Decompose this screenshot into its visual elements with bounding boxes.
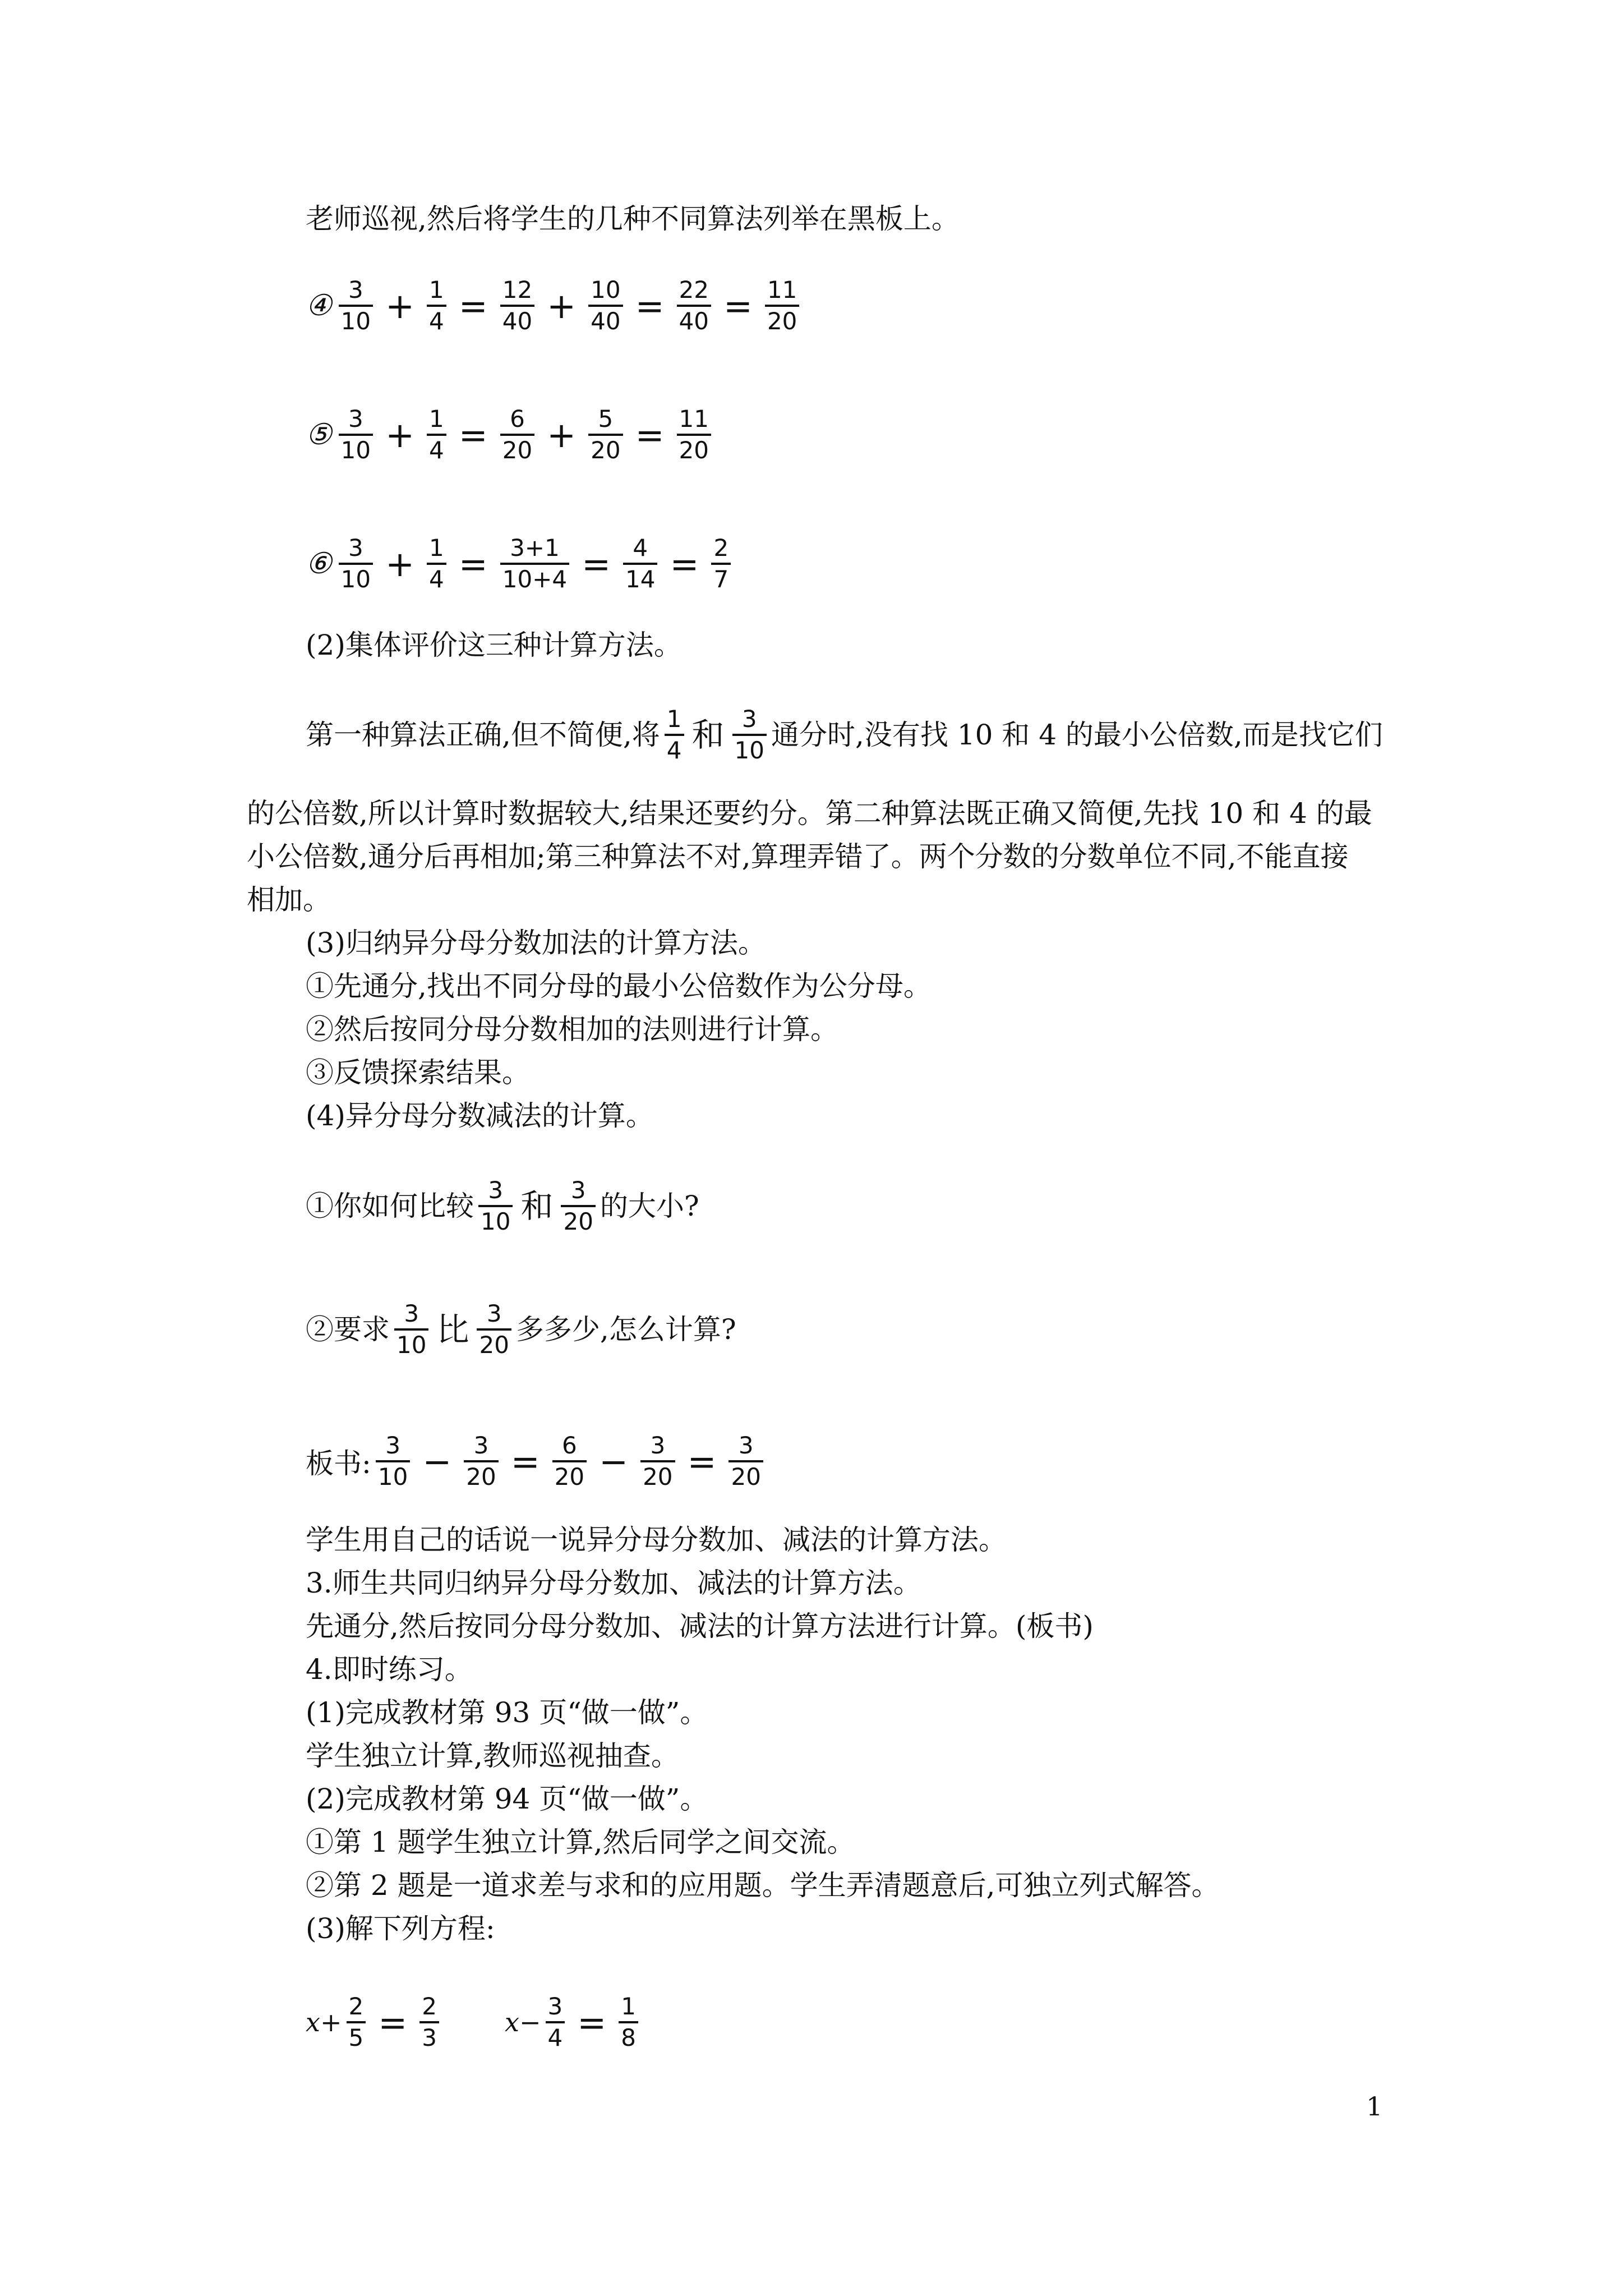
denominator: 40 — [588, 305, 623, 335]
equals-sign: = — [458, 285, 488, 326]
fraction — [677, 277, 711, 335]
numerator: 1 — [666, 705, 682, 733]
paragraph: (3)解下列方程: — [306, 1912, 495, 1945]
equation-4 — [306, 264, 804, 348]
equals-sign: = — [635, 414, 665, 455]
denominator: 20 — [677, 434, 711, 464]
numerator: 3 — [348, 405, 363, 432]
text: 和 — [691, 716, 725, 754]
fraction — [732, 706, 767, 764]
board-equation — [306, 1419, 768, 1503]
operator: + — [385, 285, 415, 326]
comment-line-1 — [306, 693, 1383, 777]
variable: x− — [505, 2007, 541, 2037]
paragraph: (2)完成教材第 94 页“做一做”。 — [306, 1783, 708, 1815]
operator: − — [422, 1441, 452, 1482]
numerator: 3 — [348, 534, 363, 562]
numerator: 3 — [547, 1993, 563, 2020]
paragraph: 4.即时练习。 — [306, 1653, 473, 1686]
question-1 — [306, 1164, 699, 1248]
board-label: 板书: — [306, 1447, 371, 1480]
fraction — [427, 535, 446, 593]
operator: + — [547, 414, 577, 455]
equals-sign: = — [577, 2001, 607, 2043]
numerator: 3+1 — [510, 534, 560, 562]
numerator: 1 — [429, 534, 444, 562]
fraction — [500, 406, 534, 464]
fraction — [765, 277, 799, 335]
denominator: 8 — [619, 2021, 638, 2051]
text: 比 — [436, 1310, 469, 1349]
numerator: 2 — [422, 1993, 437, 2020]
denominator: 4 — [427, 305, 446, 335]
fraction — [561, 1177, 595, 1235]
paragraph: 相加。 — [247, 884, 331, 916]
denominator: 10 — [339, 434, 373, 464]
equation-5 — [306, 393, 716, 477]
fraction — [588, 277, 623, 335]
paragraph: ①第 1 题学生独立计算,然后同学之间交流。 — [306, 1826, 855, 1858]
equals-sign: = — [723, 285, 753, 326]
numerator: 1 — [621, 1993, 636, 2020]
numerator: 3 — [741, 705, 757, 733]
equals-sign: = — [378, 2001, 408, 2043]
fraction — [419, 1993, 439, 2051]
denominator: 20 — [640, 1460, 675, 1490]
fraction — [339, 535, 373, 593]
numerator: 3 — [473, 1432, 489, 1459]
text: 多多少,怎么计算? — [515, 1313, 736, 1346]
numerator: 3 — [570, 1176, 586, 1204]
denominator: 7 — [711, 563, 731, 593]
equation-x2 — [505, 1980, 643, 2064]
paragraph: (1)完成教材第 93 页“做一做”。 — [306, 1696, 708, 1729]
numerator: 4 — [633, 534, 648, 562]
text: 通分时,没有找 10 和 4 的最小公倍数,而是找它们 — [771, 719, 1383, 751]
numerator: 1 — [429, 405, 444, 432]
equals-sign: = — [687, 1441, 717, 1482]
denominator: 10 — [478, 1205, 513, 1235]
denominator: 20 — [728, 1460, 763, 1490]
equals-sign: = — [458, 414, 488, 455]
numerator: 2 — [713, 534, 729, 562]
fraction — [477, 1300, 511, 1359]
paragraph: 学生用自己的话说一说异分母分数加、减法的计算方法。 — [306, 1524, 1007, 1556]
fraction — [339, 406, 373, 464]
numerator: 12 — [502, 276, 533, 303]
paragraph: 3.师生共同归纳异分母分数加、减法的计算方法。 — [306, 1567, 921, 1599]
operator: + — [385, 543, 415, 585]
numerator: 6 — [562, 1432, 577, 1459]
equals-sign: = — [458, 543, 488, 585]
numerator: 3 — [385, 1432, 400, 1459]
numerator: 3 — [650, 1432, 666, 1459]
numerator: 3 — [486, 1300, 502, 1327]
page-number: 1 — [1366, 2091, 1383, 2122]
fraction — [623, 535, 657, 593]
paragraph: 学生独立计算,教师巡视抽查。 — [306, 1740, 679, 1772]
denominator: 4 — [427, 563, 446, 593]
paragraph: 老师巡视,然后将学生的几种不同算法列举在黑板上。 — [306, 203, 960, 235]
fraction — [677, 406, 711, 464]
fraction — [619, 1993, 638, 2051]
fraction — [728, 1432, 763, 1490]
text: 和 — [520, 1187, 554, 1225]
fraction — [588, 406, 623, 464]
fraction — [552, 1432, 587, 1490]
operator: + — [385, 414, 415, 455]
fraction — [376, 1432, 410, 1490]
denominator: 4 — [546, 2021, 565, 2051]
paragraph: 先通分,然后按同分母分数加、减法的计算方法进行计算。(板书) — [306, 1610, 1094, 1642]
denominator: 20 — [561, 1205, 595, 1235]
equation-label: ④ — [306, 289, 332, 323]
operator: − — [599, 1441, 629, 1482]
denominator: 10 — [732, 734, 767, 764]
operator: + — [547, 285, 577, 326]
paragraph: 小公倍数,通分后再相加;第三种算法不对,算理弄错了。两个分数的分数单位不同,不能直接 — [247, 840, 1349, 873]
fraction — [394, 1300, 428, 1359]
denominator: 4 — [427, 434, 446, 464]
denominator: 14 — [623, 563, 657, 593]
fraction — [665, 706, 684, 764]
denominator: 10+4 — [500, 563, 569, 593]
numerator: 1 — [429, 276, 444, 303]
denominator: 4 — [665, 734, 684, 764]
fraction — [711, 535, 731, 593]
denominator: 20 — [765, 305, 799, 335]
text: ①你如何比较 — [306, 1190, 474, 1222]
fraction — [464, 1432, 498, 1490]
fraction — [500, 277, 534, 335]
denominator: 10 — [394, 1328, 428, 1359]
numerator: 6 — [510, 405, 525, 432]
paragraph: ①先通分,找出不同分母的最小公倍数作为公分母。 — [306, 970, 932, 1002]
numerator: 3 — [488, 1176, 504, 1204]
denominator: 10 — [339, 563, 373, 593]
fraction — [478, 1177, 513, 1235]
numerator: 11 — [767, 276, 797, 303]
denominator: 40 — [500, 305, 534, 335]
paragraph: ②然后按同分母分数相加的法则进行计算。 — [306, 1013, 838, 1046]
denominator: 10 — [339, 305, 373, 335]
denominator: 20 — [464, 1460, 498, 1490]
fraction — [427, 277, 446, 335]
denominator: 20 — [477, 1328, 511, 1359]
question-2 — [306, 1287, 736, 1372]
numerator: 3 — [348, 276, 363, 303]
paragraph: 的公倍数,所以计算时数据较大,结果还要约分。第二种算法既正确又简便,先找 10 和 4 的最 — [247, 797, 1372, 830]
text: 第一种算法正确,但不简便,将 — [306, 719, 660, 751]
numerator: 5 — [598, 405, 614, 432]
numerator: 10 — [591, 276, 621, 303]
denominator: 40 — [677, 305, 711, 335]
fraction — [546, 1993, 565, 2051]
equals-sign: = — [510, 1441, 540, 1482]
paragraph: ③反馈探索结果。 — [306, 1056, 530, 1089]
paragraph: (4)异分母分数减法的计算。 — [306, 1099, 654, 1132]
paragraph: (2)集体评价这三种计算方法。 — [306, 629, 682, 661]
variable: x+ — [306, 2007, 342, 2037]
fraction — [339, 277, 373, 335]
equation-label: ⑤ — [306, 418, 332, 452]
equation-x1 — [306, 1980, 444, 2064]
text: ②要求 — [306, 1313, 390, 1346]
numerator: 22 — [679, 276, 709, 303]
numerator: 3 — [404, 1300, 419, 1327]
equals-sign: = — [635, 285, 665, 326]
paragraph: ②第 2 题是一道求差与求和的应用题。学生弄清题意后,可独立列式解答。 — [306, 1869, 1220, 1902]
denominator: 10 — [376, 1460, 410, 1490]
numerator: 3 — [738, 1432, 754, 1459]
equation-6 — [306, 522, 735, 606]
paragraph: (3)归纳异分母分数加法的计算方法。 — [306, 927, 766, 959]
denominator: 5 — [347, 2021, 366, 2051]
numerator: 2 — [348, 1993, 364, 2020]
fraction — [347, 1993, 366, 2051]
denominator: 20 — [552, 1460, 587, 1490]
denominator: 20 — [500, 434, 534, 464]
fraction — [427, 406, 446, 464]
numerator: 11 — [679, 405, 709, 432]
equals-sign: = — [670, 543, 699, 585]
equation-label: ⑥ — [306, 547, 332, 581]
equals-sign: = — [582, 543, 611, 585]
board-expression — [371, 1432, 768, 1490]
denominator: 20 — [588, 434, 623, 464]
text: 的大小? — [600, 1190, 699, 1222]
fraction — [500, 535, 569, 593]
fraction — [640, 1432, 675, 1490]
denominator: 3 — [419, 2021, 439, 2051]
